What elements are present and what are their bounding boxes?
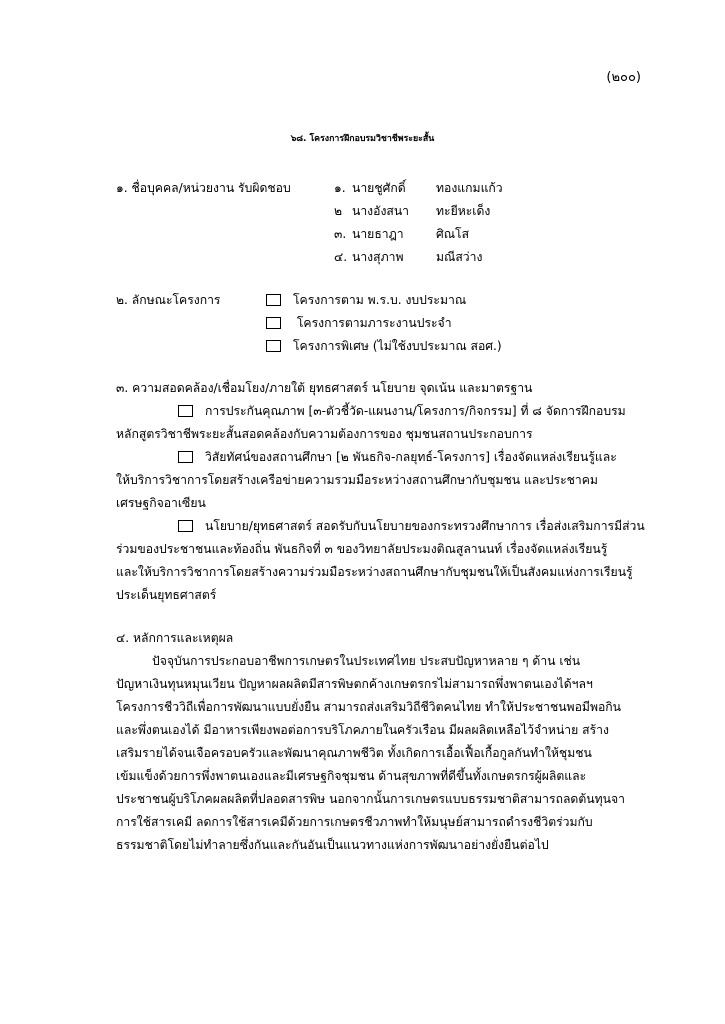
rationale-line: เข้มแข็งด้วยการพึ่งพาตนเองและมีเศรษฐกิจชุมชน ด้านสุขภาพที่ดีขึ้นทั้งเกษตรกรผู้ผลิตและ <box>116 769 587 783</box>
person-name: นางอังสนา <box>352 204 410 218</box>
item-text: การประกันคุณภาพ [๓-ตัวชี้วัด-แผนงาน/โครงการ/กิจกรรม] ที่ ๘ จัดการฝึกอบรม <box>205 404 626 418</box>
rationale-line: ปัญหาเงินทุนหมุนเวียน ปัญหาผลผลิตมีสารพิษตกค้างเกษตรกรไม่สามารถพึ่งพาตนเองได้ฯลฯ <box>116 677 593 691</box>
project-type-option <box>266 315 452 331</box>
person-surname: ศิณโส <box>436 227 470 241</box>
checkbox-icon[interactable] <box>178 405 193 417</box>
checkbox-icon[interactable] <box>178 520 193 532</box>
person-surname: ทะยีหะเด็ง <box>436 204 491 218</box>
item-text: ให้บริการวิชาการโดยสร้างเครือข่ายความรวมมือระหว่างสถานศึกษากับชุมชน และประชาคม <box>116 473 598 487</box>
rationale-line: และพึ่งตนเองได้ มีอาหารเพียงพอต่อการบริโภคภายในครัวเรือน มีผลผลิตเหลือไว้จำหน่าย สร้าง <box>116 723 609 737</box>
project-type-option <box>266 338 502 354</box>
item-text: หลักสูตรวิชาชีพระยะสั้นสอดคล้องกับความต้องการของ ชุมชนสถานประกอบการ <box>116 427 533 441</box>
person-number: ๒ <box>334 204 343 218</box>
person-surname: มณีสว่าง <box>436 250 483 264</box>
person-surname: ทองแกมแก้ว <box>436 181 503 195</box>
checkbox-icon[interactable] <box>266 294 281 306</box>
item-text: ประเด็นยุทธศาสตร์ <box>116 588 217 602</box>
person-number: ๔. <box>334 250 348 264</box>
option-label: โครงการตามภาระงานประจำ <box>293 316 452 330</box>
person-name: นายธาฎา <box>352 227 404 241</box>
rationale-heading: ๔. หลักการและเหตุผล <box>116 631 234 645</box>
item-text: และให้บริการวิชาการโดยสร้างความร่วมมือระหว่างสถานศึกษากับชุมชนให้เป็นสังคมแห่งการเรียนรู้ <box>116 565 633 579</box>
item-text: วิสัยทัศน์ของสถานศึกษา [๒ พันธกิจ-กลยุทธ์-โครงการ] เรื่องจัดแหล่งเรียนรู้และ <box>205 450 617 464</box>
rationale-line: การใช้สารเคมี ลดการใช้สารเคมีด้วยการเกษตรชีวภาพทำให้มนุษย์สามารถดำรงชีวิตร่วมกับ <box>116 815 593 829</box>
alignment-item-vision <box>178 449 617 465</box>
person-number: ๑. <box>334 181 346 195</box>
rationale-line: โครงการชีววิถีเพื่อการพัฒนาแบบยั่งยืน สามารถส่งเสริมวิถีชีวิตคนไทย ทำให้ประชาชนพอมีพอกิน <box>116 700 622 714</box>
item-text: ร่วมของประชาชนและท้องถิ่น พันธกิจที่ ๓ ของวิทยาลัยประมงติณสูลานนท์ เรื่องจัดแหล่งเรียนรู้ <box>116 542 608 556</box>
checkbox-icon[interactable] <box>266 317 281 329</box>
checkbox-icon[interactable] <box>178 451 193 463</box>
responsible-label: ๑. ชื่อบุคคล/หน่วยงาน รับผิดชอบ <box>116 181 291 195</box>
alignment-item-quality <box>178 403 626 419</box>
option-label: โครงการตาม พ.ร.บ. งบประมาณ <box>293 293 467 307</box>
person-name: นายชูศักดิ์ <box>352 181 406 195</box>
page-number: (๒๐๐) <box>606 70 641 85</box>
alignment-heading: ๓. ความสอดคล้อง/เชื่อมโยง/ภายใต้ ยุทธศาสตร์ นโยบาย จุดเน้น และมาตรฐาน <box>116 381 533 395</box>
project-type-option <box>266 292 466 308</box>
item-text: นโยบาย/ยุทธศาสตร์ สอดรับกับนโยบายของกระทรวงศึกษาการ เรื่อส่งเสริมการมีส่วน <box>205 519 645 533</box>
project-type-label: ๒. ลักษณะโครงการ <box>116 293 221 307</box>
checkbox-icon[interactable] <box>266 340 281 352</box>
person-number: ๓. <box>334 227 347 241</box>
rationale-line: ธรรมชาติโดยไม่ทำลายซึ่งกันและกันอันเป็นแนวทางแห่งการพัฒนาอย่างยั่งยืนต่อไป <box>116 838 549 852</box>
rationale-line: ประชาชนผู้บริโภคผลผลิตที่ปลอดสารพิษ นอกจากนั้นการเกษตรแบบธรรมชาติสามารถลดต้นทุนจา <box>116 792 625 806</box>
item-text: เศรษฐกิจอาเซียน <box>116 496 206 510</box>
person-name: นางสุภาพ <box>352 250 404 264</box>
alignment-item-policy <box>178 518 645 534</box>
rationale-line: เสริมรายได้จนเจือครอบครัวและพัฒนาคุณภาพชีวิต ทั้งเกิดการเอื้อเฟื้อเกื้อกูลกันทำให้ชุมชน <box>116 746 592 760</box>
option-label: โครงการพิเศษ (ไม่ใช้งบประมาณ สอศ.) <box>293 339 502 353</box>
page-title: ๖๘. โครงการฝึกอบรมวิชาชีพระยะสั้น <box>290 134 435 144</box>
rationale-line: ปัจจุบันการประกอบอาชีพการเกษตรในประเทศไทย ประสบปัญหาหลาย ๆ ด้าน เช่น <box>152 654 581 668</box>
